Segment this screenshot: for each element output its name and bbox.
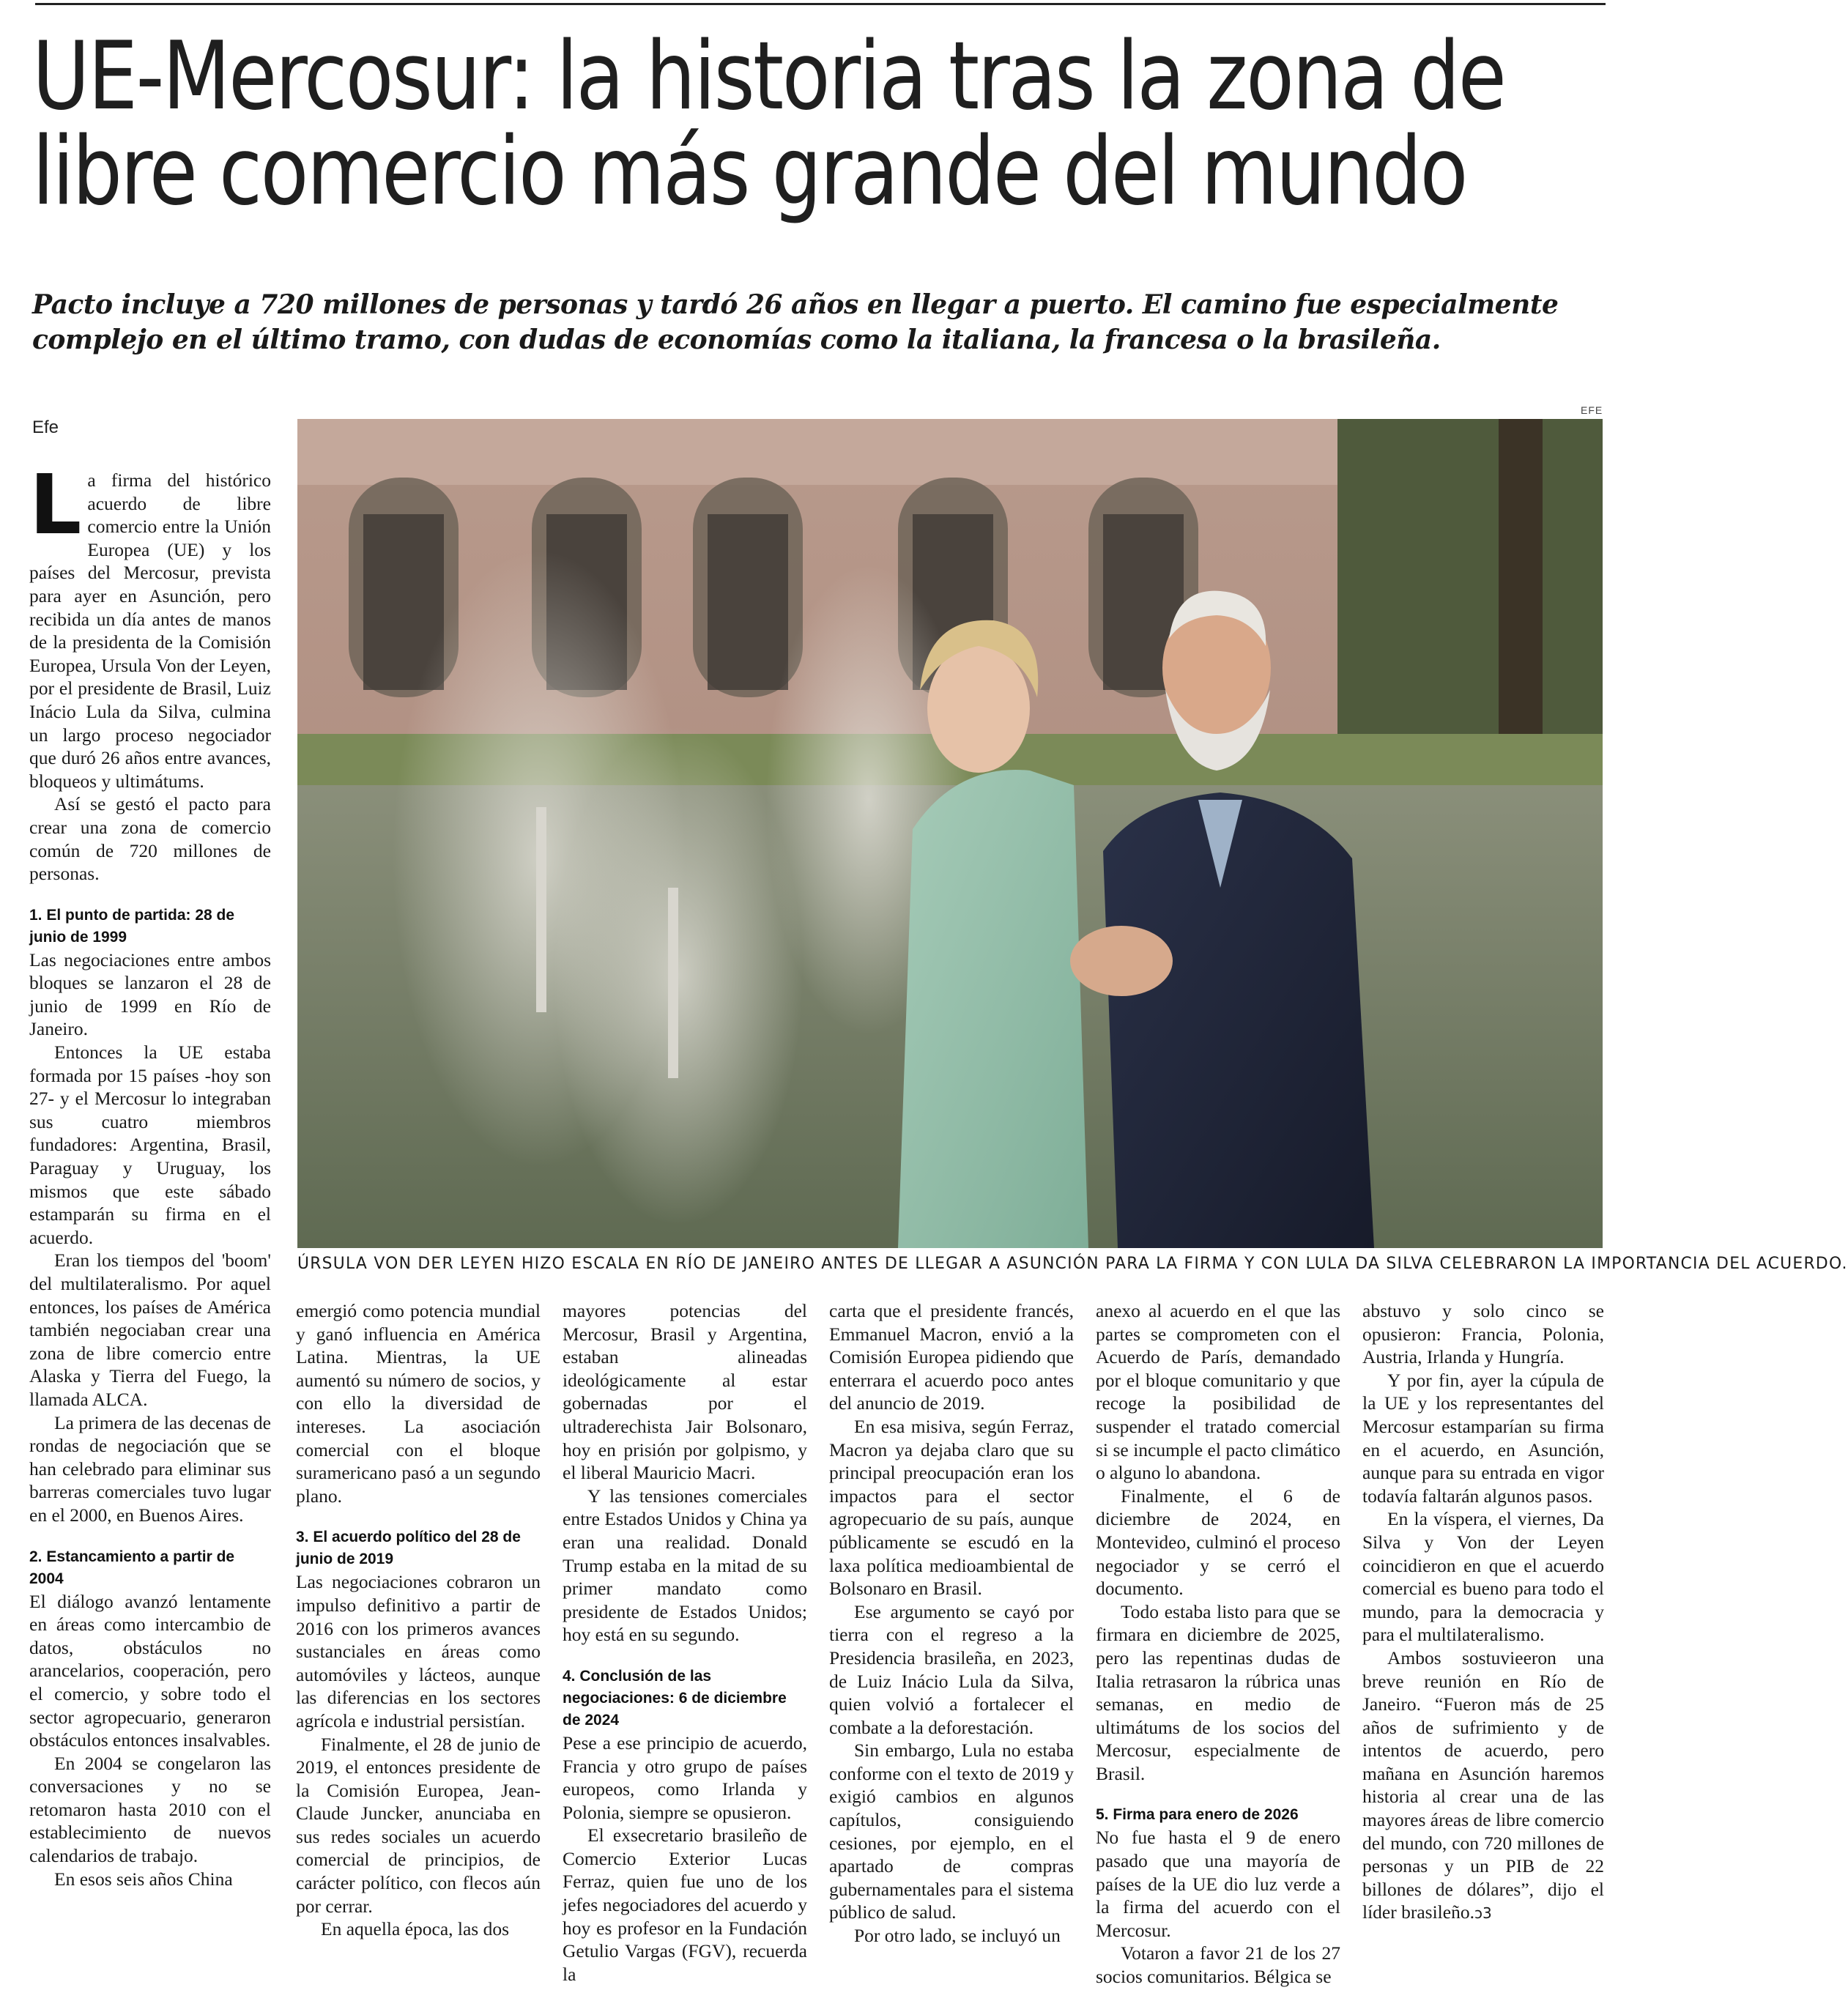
article-paragraph: Por otro lado, se incluyó un xyxy=(854,1925,1061,1947)
article-paragraph: Votaron a favor 21 de los 27 socios comunitarios. Bélgica se xyxy=(1096,1942,1340,1988)
byline: Efe xyxy=(32,417,59,437)
article-paragraph: En esa misiva, según Ferraz, Macron ya dejaba claro que su principal preocupación eran los impactos para el sector agropecuario de su país, aunque públicamente se escudó en la laxa política medioambiental de Bolsonaro en Brasil. xyxy=(829,1415,1074,1600)
photo-credit: EFE xyxy=(1581,404,1603,416)
paragraph-text: Ambos sostuvieeron una breve reunión en Río de Janeiro. “Fueron más de 25 años de sufrimiento y de intentos de acuerdo, pero mañana en Asunción haremos historia al crear una de las mayores áreas de libre comercio del mundo, con 720 millones de personas y un PIB de 22 billones de dólares”, dijo el líder brasileño. xyxy=(1362,1647,1604,1923)
article-paragraph: Pese a ese principio de acuerdo, Francia y otro grupo de países europeos, como Irlanda y Polonia, siempre se opusieron. xyxy=(563,1731,807,1823)
top-rule xyxy=(35,3,1606,5)
section-heading: 2. Estancamiento a partir de 2004 xyxy=(29,1548,235,1587)
article-column-3 xyxy=(563,1299,807,1986)
article-paragraph: El diálogo avanzó lentamente en áreas como intercambio de datos, obstáculos no arancelarios, cooperación, pero el comercio, y sobre todo el sector agropecuario, generaron obstáculos entonces insalvables. xyxy=(29,1590,271,1751)
article-paragraph: El exsecretario brasileño de Comercio Exterior Lucas Ferraz, quien fue uno de los jefes negociadores del acuerdo y hoy es profesor en la Fundación Getulio Vargas (FGV), recuerda la xyxy=(563,1824,807,1985)
article-paragraph: En 2004 se congelaron las conversaciones y no se retomaron hasta 2010 con el establecimiento de nuevos calendarios de trabajo. xyxy=(29,1752,271,1867)
deck-subtitle: Pacto incluye a 720 millones de personas y tardó 26 años en llegar a puerto. El camino fue especialmente complejo en el último tramo, con dudas de economías como la italiana, la francesa o la brasileña. xyxy=(32,289,1559,355)
article-paragraph: Finalmente, el 6 de diciembre de 2024, en Montevideo, culminó el proceso negociador y se cerró el documento. xyxy=(1096,1485,1340,1600)
article-paragraph: En esos seis años China xyxy=(54,1868,233,1890)
section-heading: 3. El acuerdo político del 28 de junio de 2019 xyxy=(296,1529,521,1568)
photo-caption: ÚRSULA VON DER LEYEN HIZO ESCALA EN RÍO DE JANEIRO ANTES DE LLEGAR A ASUNCIÓN PARA LA FIRMA Y CON LULA DA SILVA CELEBRARON LA IMPORTANCIA DEL ACUERDO. xyxy=(297,1254,1848,1273)
article-paragraph: La primera de las decenas de rondas de negociación que se han celebrado para eliminar sus barreras comerciales tuvo lugar en el 2000, en Buenos Aires. xyxy=(29,1411,271,1526)
article-paragraph: carta que el presidente francés, Emmanuel Macron, envió a la Comisión Europea pidiendo que enterrara el acuerdo poco antes del anuncio de 2019. xyxy=(829,1300,1074,1414)
article-paragraph: Eran los tiempos del 'boom' del multilateralismo. Por aquel entonces, los países de América también negociaban crear una zona de libre comercio entre Alaska y Tierra del Fuego, la llamada ALCA. xyxy=(29,1250,271,1410)
article-paragraph: Todo estaba listo para que se firmara en diciembre de 2025, pero las repentinas dudas de Italia retrasaron la rúbrica unas semanas, en medio de ultimátums de los socios del Mercosur, especialmente de Brasil. xyxy=(1096,1600,1340,1784)
headline xyxy=(32,22,1505,226)
article-paragraph xyxy=(29,458,271,792)
article-column-4 xyxy=(829,1299,1074,1948)
end-mark: ↄ3 xyxy=(1474,1904,1492,1923)
article-paragraph: Y por fin, ayer la cúpula de la UE y los representantes del Mercosur estamparían su firma en el acuerdo, en Asunción, aunque para su entrada en vigor todavía faltarán algunos pasos. xyxy=(1362,1369,1604,1507)
paragraph-text: a firma del histórico acuerdo de libre comercio entre la Unión Europea (UE) y los países del Mercosur, prevista para ayer en Asunción, pero recibida un día antes de manos de la presidenta de la Comisión Europea, Ursula Von der Leyen, por el presidente de Brasil, Luiz Inácio Lula da Silva, culmina un largo proceso negociador que duró 26 años entre avances, bloqueos y ultimátums. xyxy=(29,469,271,792)
article-paragraph xyxy=(1362,1647,1604,1926)
headline-line-1: UE-Mercosur: la historia tras la zona de xyxy=(32,22,1505,131)
article-paragraph: Sin embargo, Lula no estaba conforme con el texto de 2019 y exigió cambios en algunos capítulos, consiguiendo cesiones, por ejemplo, en el apartado de compras gubernamentales para el sistema público de salud. xyxy=(829,1740,1074,1923)
article-column-2 xyxy=(296,1299,541,1941)
section-heading: 1. El punto de partida: 28 de junio de 1999 xyxy=(29,906,235,946)
article-paragraph: No fue hasta el 9 de enero pasado que una mayoría de países de la UE dio luz verde a la firma del acuerdo con el Mercosur. xyxy=(1096,1827,1340,1941)
article-paragraph: Entonces la UE estaba formada por 15 países -hoy son 27- y el Mercosur lo integraban sus cuatro miembros fundadores: Argentina, Brasil, Paraguay y Uruguay, los mismos que este sábado estamparán su firma en el acuerdo. xyxy=(29,1042,271,1248)
headline-line-2: libre comercio más grande del mundo xyxy=(32,117,1466,226)
article-photo xyxy=(297,419,1603,1248)
section-heading: 4. Conclusión de las negociaciones: 6 de diciembre de 2024 xyxy=(563,1667,787,1729)
article-paragraph: anexo al acuerdo en el que las partes se comprometen con el Acuerdo de París, demandado por el bloque comunitario y que recoge la posibilidad de suspender el tratado comercial si se incumple el pacto climático o alguno lo abandona. xyxy=(1096,1300,1340,1484)
dropcap: L xyxy=(29,458,82,553)
article-paragraph: En aquella época, las dos xyxy=(321,1918,510,1940)
article-paragraph: emergió como potencia mundial y ganó influencia en América Latina. Mientras, la UE aumentó su número de socios, y con ello la diversidad de intereses. La asociación comercial con el bloque suramericano pasó a un segundo plano. xyxy=(296,1300,541,1507)
article-paragraph: mayores potencias del Mercosur, Brasil y Argentina, estaban alineadas ideológicamente al estar gobernadas por el ultraderechista Jair Bolsonaro, hoy en prisión por golpismo, y el liberal Mauricio Macri. xyxy=(563,1300,807,1484)
section-heading: 5. Firma para enero de 2026 xyxy=(1096,1806,1299,1824)
article-column-5 xyxy=(1096,1299,1340,1989)
article-paragraph: Ese argumento se cayó por tierra con el regreso a la Presidencia brasileña, en 2023, de Luiz Inácio Lula da Silva, quien volvió a fortalecer el combate a la deforestación. xyxy=(829,1600,1074,1738)
article-paragraph: Las negociaciones entre ambos bloques se lanzaron el 28 de junio de 1999 en Río de Janeiro. xyxy=(29,948,271,1040)
article-column-6 xyxy=(1362,1299,1604,1926)
article-paragraph: Así se gestó el pacto para crear una zona de comercio común de 720 millones de personas. xyxy=(29,793,271,885)
article-paragraph: Y las tensiones comerciales entre Estados Unidos y China ya eran una realidad. Donald Trump estaba en la mitad de su primer mandato como presidente de Estados Unidos; hoy está en su segundo. xyxy=(563,1485,807,1646)
article-paragraph: En la víspera, el viernes, Da Silva y Von der Leyen coincidieron en que el acuerdo comercial es bueno para todo el mundo, para la democracia y para el multilateralismo. xyxy=(1362,1508,1604,1646)
article-paragraph: Finalmente, el 28 de junio de 2019, el entonces presidente de la Comisión Europea, Jean-Claude Juncker, anunciaba en sus redes sociales un acuerdo comercial de principios, de carácter político, con flecos aún por cerrar. xyxy=(296,1733,541,1917)
article-column-1 xyxy=(29,458,271,1890)
photo-illustration xyxy=(297,419,1603,1248)
article-paragraph: abstuvo y solo cinco se opusieron: Francia, Polonia, Austria, Irlanda y Hungría. xyxy=(1362,1300,1604,1368)
article-paragraph: Las negociaciones cobraron un impulso definitivo a partir de 2016 con los primeros avances sustanciales en áreas como automóviles y lácteos, aunque las diferencias en los sectores agrícola e industrial persistían. xyxy=(296,1571,541,1731)
